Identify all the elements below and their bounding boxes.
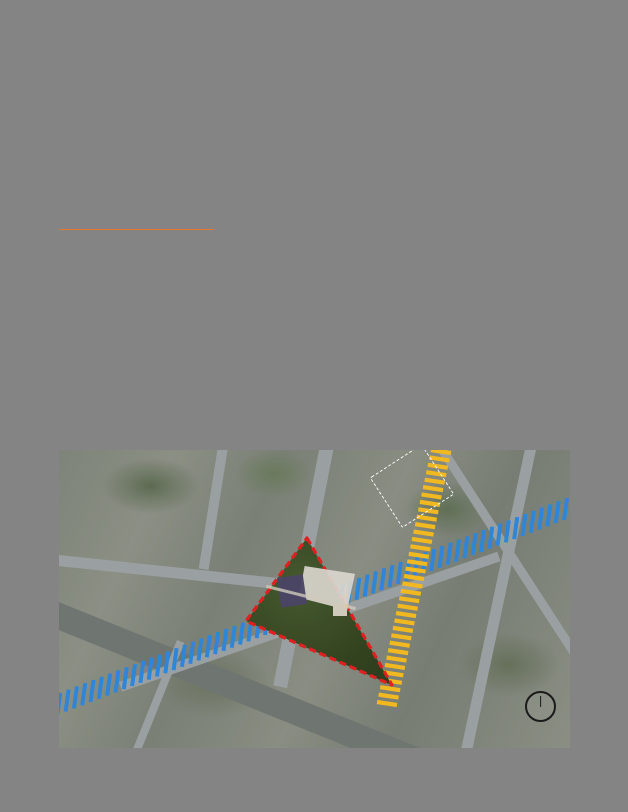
north-arrow-icon [525,691,556,722]
left-column [59,200,309,244]
figure-aerial-map [59,450,570,748]
section-title [59,227,214,230]
reserve-boundary-area [237,538,392,698]
aerial-photo [59,450,570,748]
reserve-boundary-outline [237,538,392,698]
section-number-wrap [59,200,309,218]
page-header [0,22,628,72]
right-column [319,80,569,91]
